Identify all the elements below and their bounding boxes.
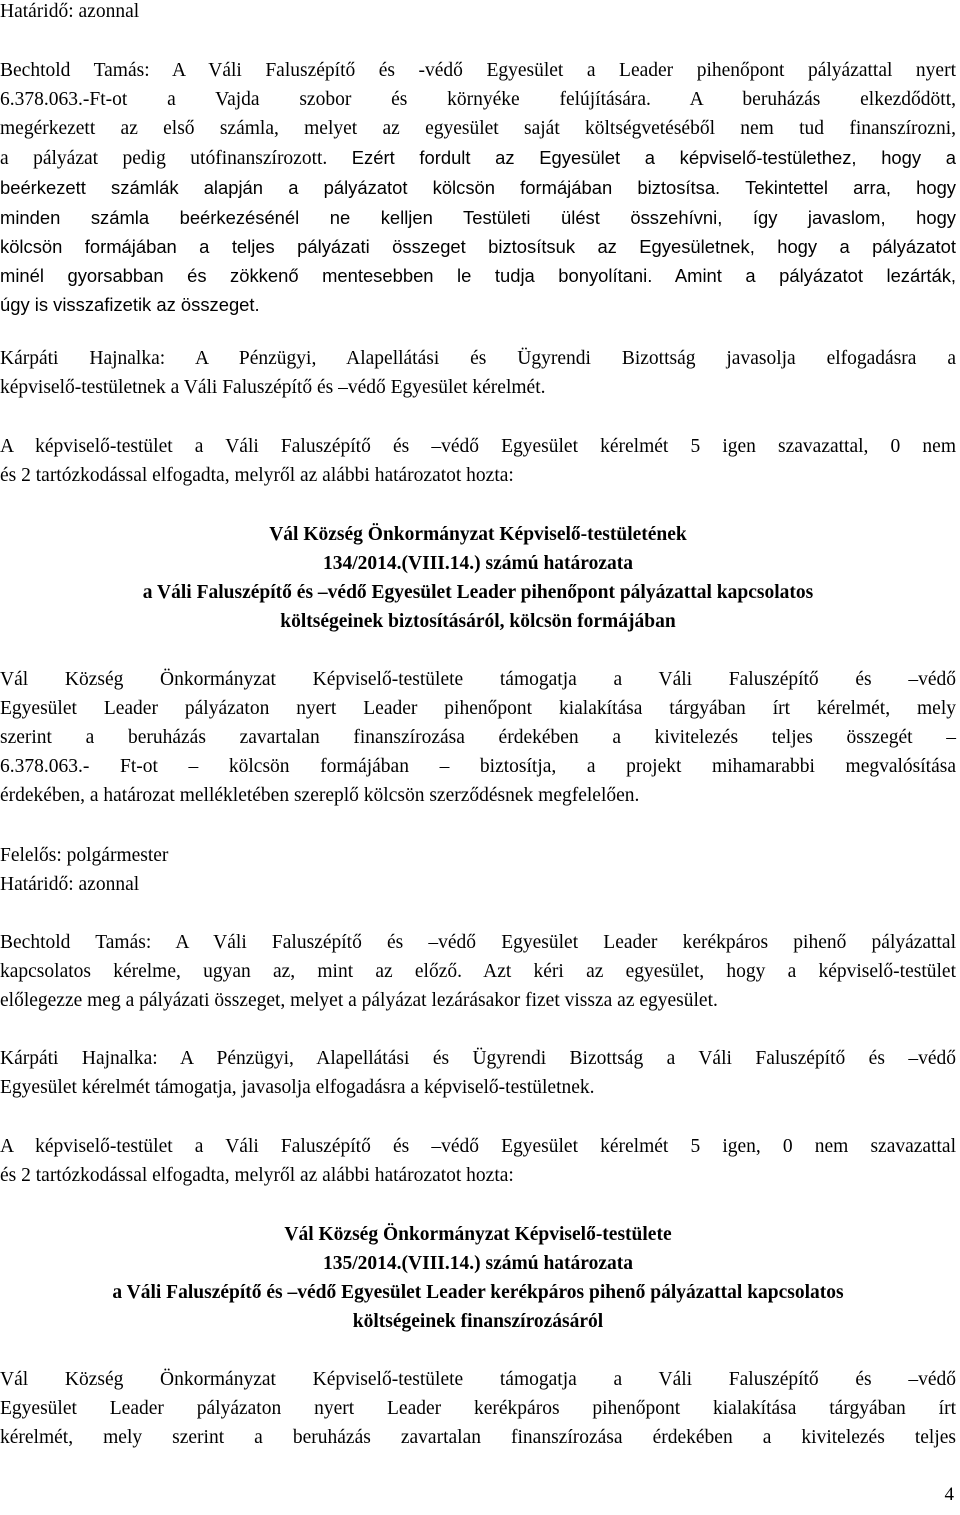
text-fragment: Ezért fordult az Egyesület a képviselő-testülethez, hogy a bbox=[351, 147, 956, 168]
resolution-heading-134 bbox=[0, 520, 956, 636]
text-line: 6.378.063.-Ft-ot a Vajda szobor és környéke felújítására. A beruházás elkezdődött, bbox=[0, 89, 956, 110]
text-line: Bechtold Tamás: A Váli Faluszépítő és -védő Egyesület a Leader pihenőpont pályázattal nyert bbox=[0, 60, 956, 81]
deadline-line: Határidő: azonnal bbox=[0, 1, 140, 22]
text-fragment: a pályázat pedig utófinanszírozott. bbox=[0, 148, 328, 169]
text-line: szerint a beruházás zavartalan finanszírozása érdekében a kivitelezés teljes összegét – bbox=[0, 727, 956, 748]
resolution-subject: költségeinek finanszírozásáról bbox=[352, 1311, 604, 1332]
resolution-subject: a Váli Faluszépítő és –védő Egyesület Leader pihenőpont pályázattal kapcsolatos bbox=[142, 582, 814, 603]
resolution-body-135 bbox=[0, 1365, 956, 1452]
resolution-body-134 bbox=[0, 665, 956, 810]
text-line: Bechtold Tamás: A Váli Faluszépítő és –védő Egyesület Leader kerékpáros pihenő pályázattal bbox=[0, 932, 956, 953]
paragraph-karpati-1 bbox=[0, 344, 956, 402]
responsible-deadline bbox=[0, 841, 956, 899]
text-fragment: beérkezett számlák alapján a pályázatot kölcsön formájában biztosítsa. bbox=[0, 177, 721, 198]
text-line: kapcsolatos kérelme, ugyan az, mint az előző. Azt kéri az egyesület, hogy a képviselő-testület bbox=[0, 961, 956, 982]
text-fragment: Tekintettel arra, hogy bbox=[745, 177, 956, 198]
responsible-line: Felelős: polgármester bbox=[0, 845, 169, 866]
text-line: Egyesület Leader pályázaton nyert Leader pihenőpont kialakítása tárgyában írt kérelmét, mely bbox=[0, 698, 956, 719]
text-line: megérkezett az első számla, melyet az egyesület saját költségvetéséből nem tud finanszírozni, bbox=[0, 118, 956, 139]
text-line: Vál Község Önkormányzat Képviselő-testülete támogatja a Váli Faluszépítő és –védő bbox=[0, 1369, 956, 1390]
text-line: úgy is visszafizetik az összeget. bbox=[0, 294, 260, 315]
resolution-title: Vál Község Önkormányzat Képviselő-testülete bbox=[284, 1224, 672, 1245]
text-line: Vál Község Önkormányzat Képviselő-testülete támogatja a Váli Faluszépítő és –védő bbox=[0, 669, 956, 690]
paragraph-vote-1 bbox=[0, 432, 956, 490]
text-line bbox=[0, 173, 956, 203]
paragraph-vote-2 bbox=[0, 1132, 956, 1190]
text-line: Kárpáti Hajnalka: A Pénzügyi, Alapellátási és Ügyrendi Bizottság javasolja elfogadásra a bbox=[0, 348, 956, 369]
resolution-heading-135 bbox=[0, 1220, 956, 1336]
resolution-number: 135/2014.(VIII.14.) számú határozata bbox=[322, 1253, 633, 1274]
paragraph-karpati-2 bbox=[0, 1044, 956, 1102]
text-line: előlegezze meg a pályázati összeget, melyet a pályázat lezárásakor fizet vissza az egyesület. bbox=[0, 990, 718, 1011]
text-line: Egyesület Leader pályázaton nyert Leader kerékpáros pihenőpont kialakítása tárgyában írt bbox=[0, 1398, 956, 1419]
text-line: érdekében, a határozat mellékletében szereplő kölcsön szerződésnek megfelelően. bbox=[0, 785, 640, 806]
text-line: minél gyorsabban és zökkenő mentesebben le tudja bonyolítani. Amint a pályázatot lezárták, bbox=[0, 265, 956, 286]
text-line bbox=[0, 143, 956, 173]
paragraph-bechtold-1 bbox=[0, 56, 956, 319]
text-line: A képviselő-testület a Váli Faluszépítő és –védő Egyesület kérelmét 5 igen, 0 nem szavazattal bbox=[0, 1136, 956, 1157]
text-line: Kárpáti Hajnalka: A Pénzügyi, Alapellátási és Ügyrendi Bizottság a Váli Faluszépítő és –védő bbox=[0, 1048, 956, 1069]
text-line: és 2 tartózkodással elfogadta, melyről az alábbi határozatot hozta: bbox=[0, 465, 514, 486]
resolution-title: Vál Község Önkormányzat Képviselő-testületének bbox=[269, 524, 687, 545]
text-line: A képviselő-testület a Váli Faluszépítő és –védő Egyesület kérelmét 5 igen szavazattal, 0 nem bbox=[0, 436, 956, 457]
resolution-number: 134/2014.(VIII.14.) számú határozata bbox=[322, 553, 633, 574]
deadline-line: Határidő: azonnal bbox=[0, 874, 140, 895]
text-line: kérelmét, mely szerint a beruházás zavartalan finanszírozása érdekében a kivitelezés teljes bbox=[0, 1427, 956, 1448]
resolution-subject: költségeinek biztosításáról, kölcsön formájában bbox=[280, 611, 676, 632]
text-line: Egyesület kérelmét támogatja, javasolja elfogadásra a képviselő-testületnek. bbox=[0, 1077, 595, 1098]
text-line: minden számla beérkezésénél ne kelljen Testületi ülést összehívni, így javaslom, hogy bbox=[0, 207, 956, 228]
page-number: 4 bbox=[944, 1484, 954, 1505]
text-line: és 2 tartózkodással elfogadta, melyről az alábbi határozatot hozta: bbox=[0, 1165, 514, 1186]
resolution-subject: a Váli Faluszépítő és –védő Egyesület Leader kerékpáros pihenő pályázattal kapcsolatos bbox=[112, 1282, 844, 1303]
text-line: képviselő-testületnek a Váli Faluszépítő és –védő Egyesület kérelmét. bbox=[0, 377, 546, 398]
paragraph-bechtold-2 bbox=[0, 928, 956, 1015]
text-line: kölcsön formájában a teljes pályázati összeget biztosítsuk az Egyesületnek, hogy a pályázatot bbox=[0, 236, 956, 257]
text-line: 6.378.063.- Ft-ot – kölcsön formájában – biztosítja, a projekt mihamarabbi megvalósítása bbox=[0, 756, 956, 777]
